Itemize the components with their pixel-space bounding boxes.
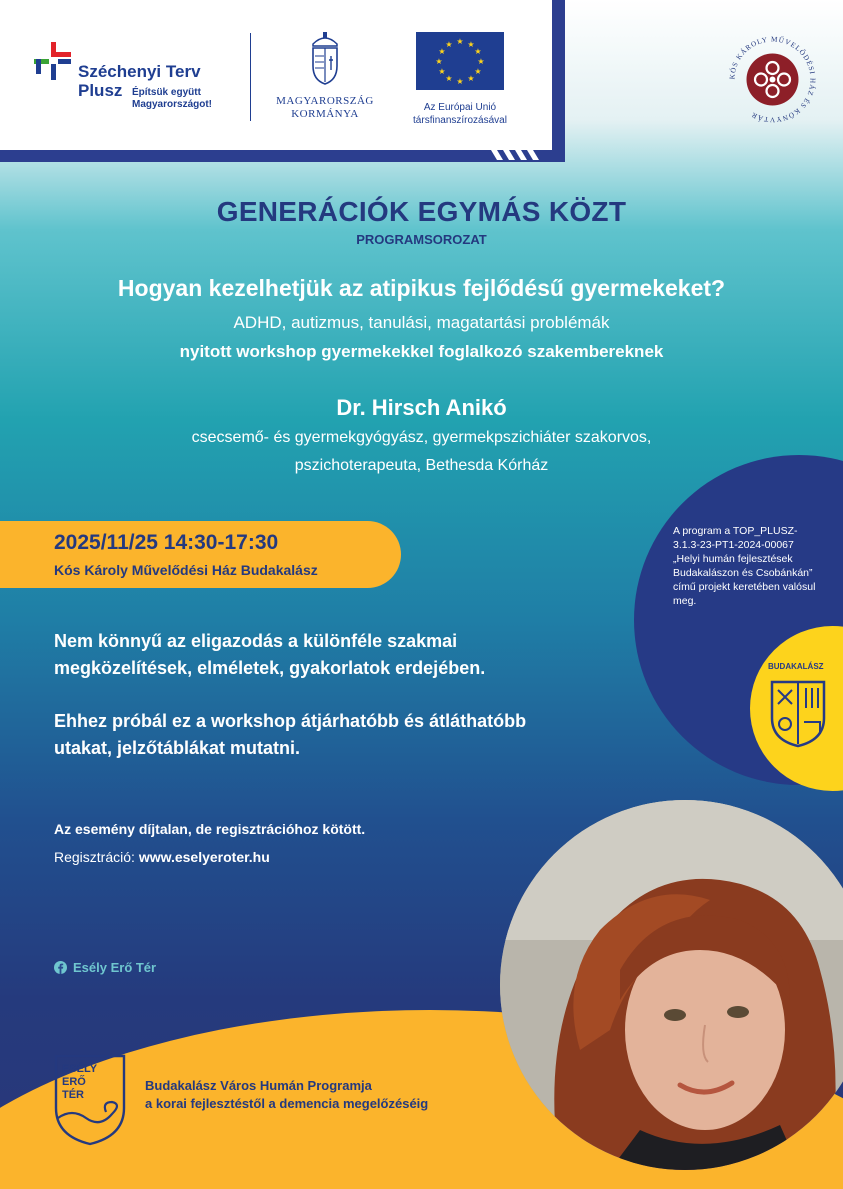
stripes-decoration <box>487 148 547 162</box>
registration-label: Regisztráció: <box>54 849 139 865</box>
svg-text:★: ★ <box>456 37 464 46</box>
facebook-label: Esély Erő Tér <box>73 960 157 975</box>
topic-subtitle: ADHD, autizmus, tanulási, magatartási problémák <box>233 313 610 332</box>
body-paragraph-1-line-1: Nem könnyű az eligazodás a különféle szakmai <box>54 631 458 651</box>
event-date-banner <box>0 521 401 588</box>
header-edge <box>0 150 565 162</box>
logo-text-ero: ERŐ <box>62 1076 86 1088</box>
human-program-line2: a korai fejlesztéstől a demencia megelőzéséig <box>145 1096 429 1111</box>
government-label: MAGYARORSZÁG KORMÁNYA <box>276 95 374 120</box>
body-paragraph-2-line-1: Ehhez próbál ez a workshop átjárhatóbb és átláthatóbb <box>54 711 527 731</box>
header-separator <box>250 33 251 121</box>
svg-text:★: ★ <box>438 67 446 76</box>
esely-ero-ter-logo <box>52 1052 128 1146</box>
coat-of-arms-icon <box>305 30 345 86</box>
speaker-name: Dr. Hirsch Anikó <box>336 395 507 420</box>
series-title: GENERÁCIÓK EGYMÁS KÖZT <box>216 196 627 227</box>
workshop-description: nyitott workshop gyermekekkel foglalkozó szakembereknek <box>179 342 664 361</box>
project-note: A program a TOP_PLUSZ-3.1.3-23-PT1-2024-00067 „Helyi humán fejlesztések Budakalászon és Csobánkán” című projekt keretében valósul meg. <box>673 525 816 607</box>
body-paragraph-2-line-2: utakat, jelzőtáblákat mutatni. <box>54 738 301 758</box>
series-subtitle: PROGRAMSOROZAT <box>356 232 487 247</box>
szechenyi-name: Széchenyi Terv Plusz <box>78 62 201 100</box>
town-crest-icon <box>768 678 828 748</box>
human-program-line1: Budakalász Város Humán Programja <box>145 1078 372 1093</box>
szechenyi-cross-icon <box>34 42 74 82</box>
eu-flag-icon <box>416 32 504 90</box>
free-event-note: Az esemény díjtalan, de regisztrációhoz kötött. <box>54 821 366 837</box>
logo-text-esely: ESÉLY <box>62 1063 98 1075</box>
eu-logo <box>400 32 520 127</box>
speaker-role-line1: csecsemő- és gyermekgyógyász, gyermekpszichiáter szakorvos, <box>191 429 652 446</box>
town-label: BUDAKALÁSZ <box>768 662 824 671</box>
eu-label: Az Európai Unió társfinanszírozásával <box>413 102 507 126</box>
svg-text:★: ★ <box>467 40 475 49</box>
government-logo <box>275 30 375 121</box>
speaker-role-line2: pszichoterapeuta, Bethesda Kórház <box>294 457 549 474</box>
szechenyi-slogan: Építsük együtt Magyarországot! <box>132 87 213 110</box>
facebook-link[interactable] <box>54 960 156 975</box>
svg-text:★: ★ <box>435 57 443 66</box>
cultural-house-ring-text: KÓS KÁROLY MŰVELŐDÉSI HÁZ ÉS KÖNYVTÁR <box>728 35 817 124</box>
svg-text:★: ★ <box>438 47 446 56</box>
svg-text:★: ★ <box>474 47 482 56</box>
registration-line <box>54 849 270 865</box>
human-program <box>145 1077 428 1113</box>
facebook-icon <box>54 961 67 974</box>
event-venue: Kós Károly Művelődési Ház Budakalász <box>54 562 318 578</box>
registration-url[interactable]: www.eselyeroter.hu <box>138 849 270 865</box>
cultural-house-logo <box>725 32 820 127</box>
svg-text:★: ★ <box>456 77 464 86</box>
svg-text:★: ★ <box>474 67 482 76</box>
szechenyi-terv-logo <box>34 40 254 120</box>
logo-text-ter: TÉR <box>62 1089 84 1101</box>
event-datetime: 2025/11/25 14:30-17:30 <box>54 531 279 554</box>
svg-text:★: ★ <box>445 74 453 83</box>
svg-text:★: ★ <box>445 40 453 49</box>
body-paragraph-1-line-2: megközelítések, elméletek, gyakorlatok erdejében. <box>54 658 486 678</box>
svg-text:★: ★ <box>467 74 475 83</box>
topic-question: Hogyan kezelhetjük az atipikus fejlődésű gyermekeket? <box>117 275 726 301</box>
header-edge-right <box>552 0 565 162</box>
svg-text:★: ★ <box>477 57 485 66</box>
